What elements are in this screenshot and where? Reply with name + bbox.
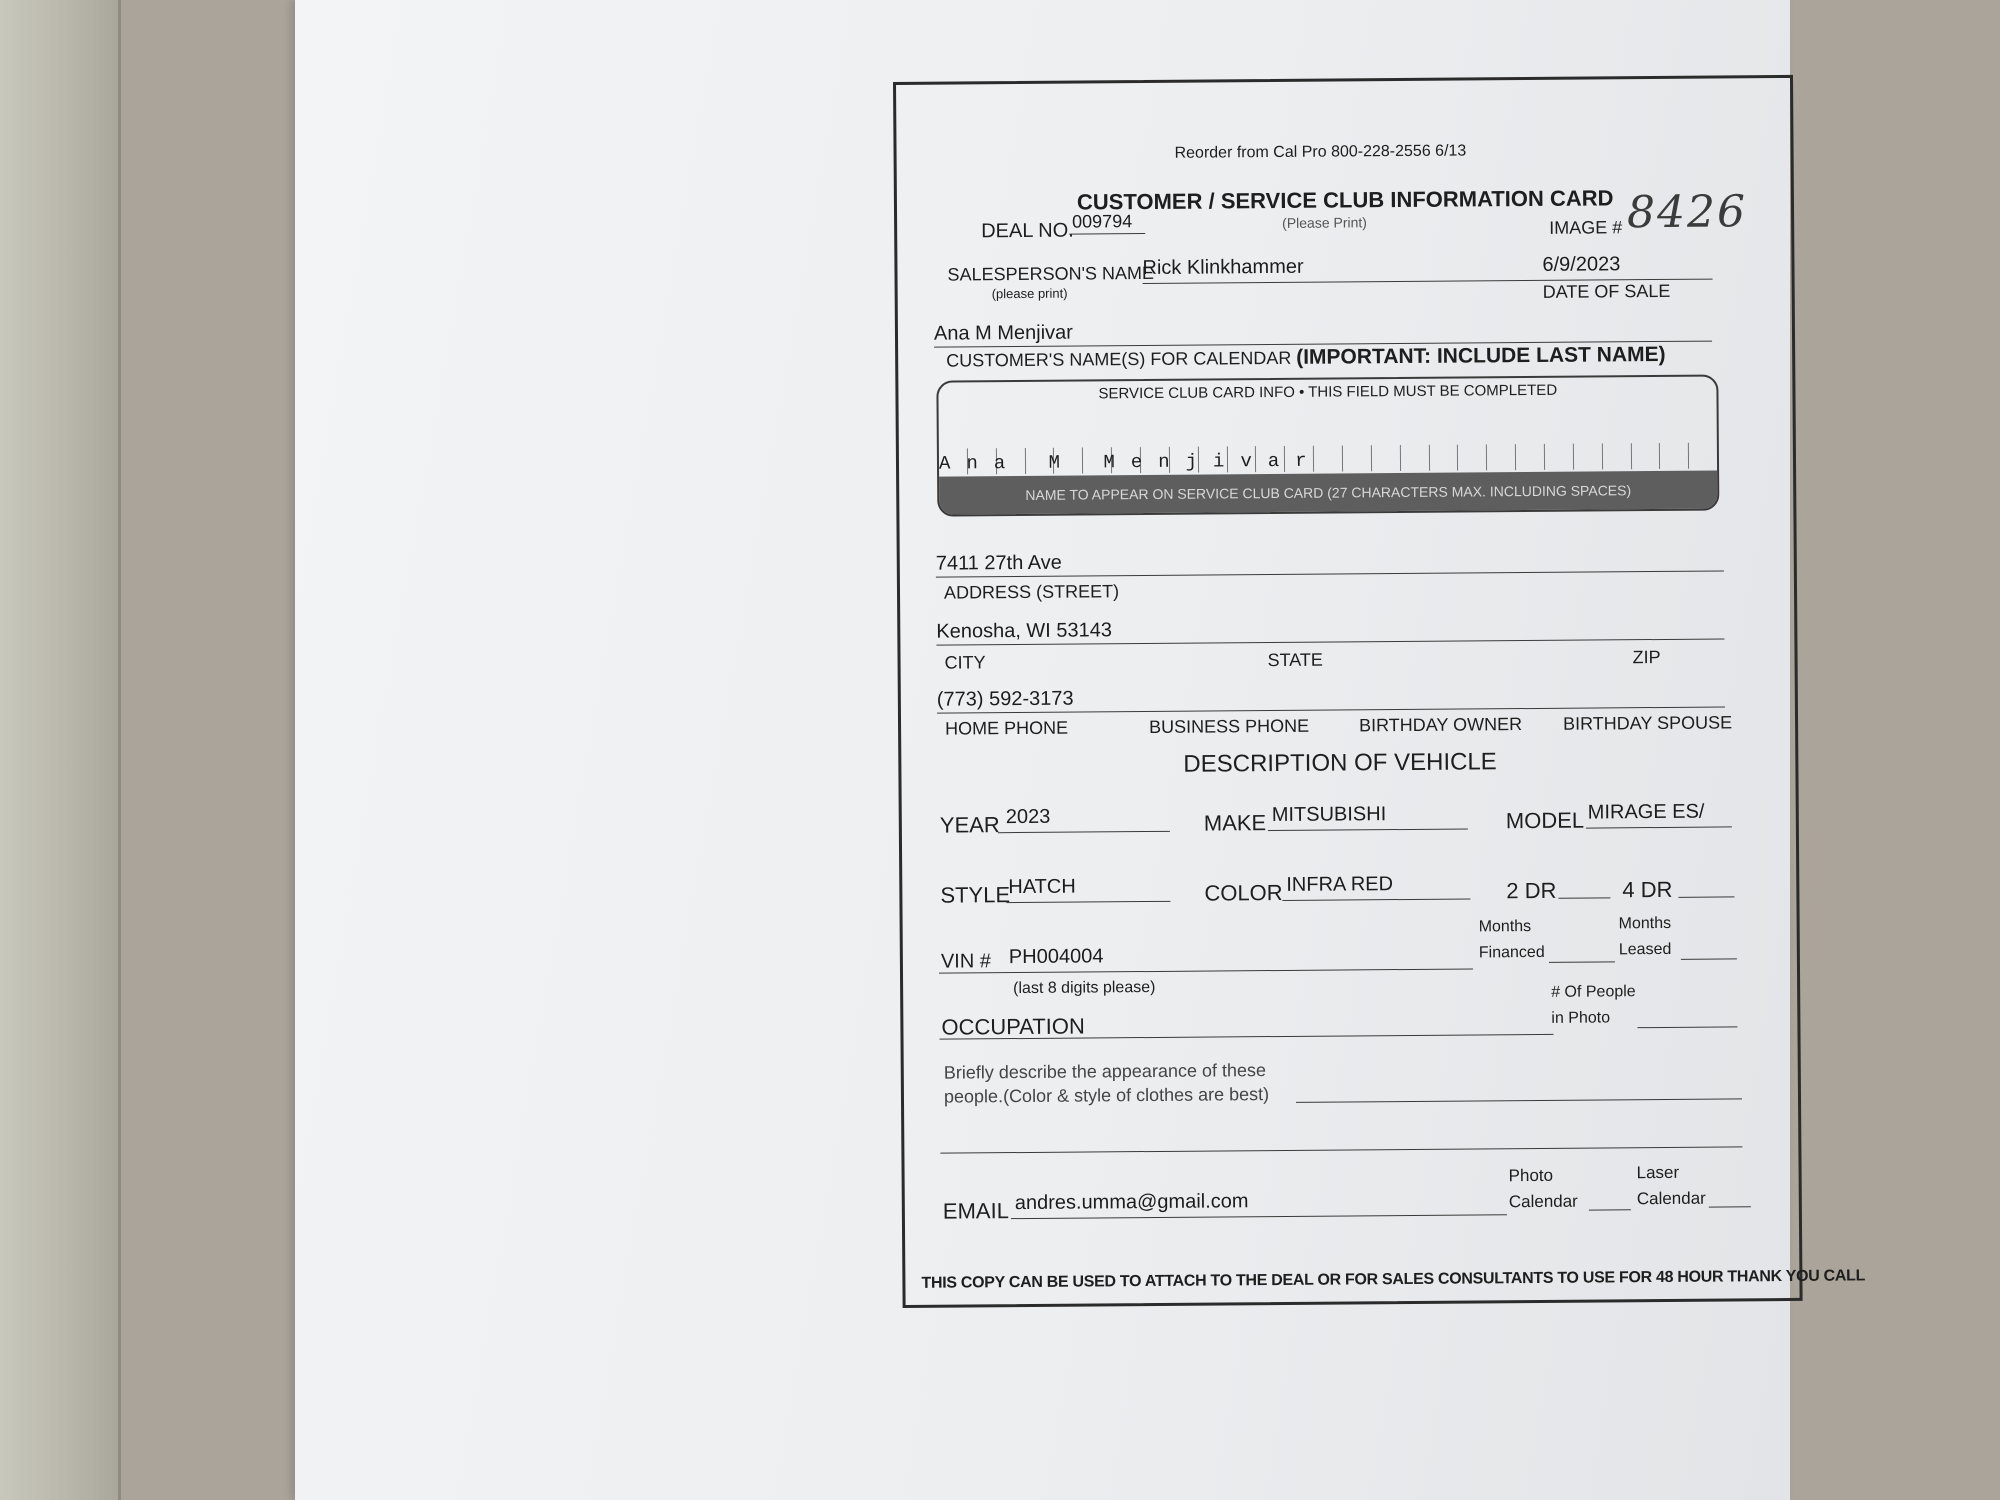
city-label: CITY — [944, 652, 986, 673]
year-value: 2023 — [1005, 805, 1051, 829]
model-label: MODEL — [1505, 807, 1585, 834]
people-in-photo-label-1: # Of People — [1551, 983, 1636, 1001]
style-line — [1006, 901, 1170, 903]
street-label: ADDRESS (STREET) — [943, 581, 1120, 603]
service-club-footer: NAME TO APPEAR ON SERVICE CLUB CARD (27 CHARACTERS MAX. INCLUDING SPACES) — [939, 471, 1717, 515]
date-of-sale-value: 6/9/2023 — [1542, 253, 1621, 276]
make-line — [1268, 829, 1468, 832]
deal-number-line — [1069, 233, 1145, 235]
date-of-sale-label: DATE OF SALE — [1542, 280, 1671, 302]
two-door-label: 2 DR — [1506, 877, 1557, 904]
make-label: MAKE — [1203, 810, 1267, 836]
months-financed-label-1: Months — [1478, 918, 1532, 936]
salesperson-sublabel: (please print) — [991, 285, 1068, 302]
vin-note: (last 8 digits please) — [1013, 978, 1156, 998]
year-label: YEAR — [939, 812, 1000, 838]
vin-line — [939, 968, 1473, 973]
color-value: INFRA RED — [1286, 873, 1394, 896]
four-door-label: 4 DR — [1622, 876, 1673, 903]
service-club-title: SERVICE CLUB CARD INFO • THIS FIELD MUST BE COMPLETED — [1098, 381, 1558, 403]
describe-label-2: people.(Color & style of clothes are best) — [943, 1084, 1270, 1107]
two-door-line — [1558, 897, 1610, 898]
laser-calendar-line — [1709, 1206, 1751, 1207]
color-line — [1282, 898, 1470, 900]
deal-number-label: DEAL NO. — [981, 219, 1074, 243]
service-club-name: Ana M Menjivar — [938, 449, 1323, 475]
city-state-zip-value: Kenosha, WI 53143 — [936, 619, 1113, 643]
months-financed-line — [1549, 961, 1615, 963]
describe-line-2 — [940, 1146, 1742, 1153]
make-value: MITSUBISHI — [1271, 803, 1387, 827]
months-leased-label-2: Leased — [1618, 940, 1672, 959]
photo-calendar-line — [1589, 1209, 1631, 1210]
email-value: andres.umma@gmail.com — [1014, 1190, 1249, 1215]
laser-calendar-label-2: Calendar — [1636, 1188, 1706, 1209]
describe-line-1 — [1296, 1098, 1742, 1103]
state-label: STATE — [1267, 649, 1323, 671]
vin-value: PH004004 — [1008, 945, 1104, 969]
street-value: 7411 27th Ave — [935, 551, 1062, 575]
color-label: COLOR — [1204, 879, 1283, 906]
customer-name-value: Ana M Menjivar — [933, 321, 1073, 345]
card-footer-note: THIS COPY CAN BE USED TO ATTACH TO THE DEAL OR FOR SALES CONSULTANTS TO USE FOR 48 HOUR THANK YOU CALL — [921, 1267, 1866, 1292]
occupation-label: OCCUPATION — [941, 1013, 1085, 1040]
people-in-photo-line — [1637, 1026, 1737, 1028]
paper-sheet — [295, 0, 1866, 1500]
birthday-owner-label: BIRTHDAY OWNER — [1358, 714, 1523, 736]
email-line — [1011, 1214, 1507, 1219]
information-card — [893, 75, 1866, 1308]
deal-number-value: 009794 — [1072, 211, 1133, 232]
birthday-spouse-label: BIRTHDAY SPOUSE — [1562, 712, 1733, 734]
style-label: STYLE — [940, 882, 1011, 908]
service-club-box — [936, 375, 1719, 517]
salesperson-label: SALESPERSON'S NAME — [947, 262, 1155, 285]
months-financed-label-2: Financed — [1478, 943, 1545, 962]
style-value: HATCH — [1008, 875, 1076, 899]
photo-calendar-label-1: Photo — [1508, 1165, 1554, 1186]
photo-calendar-label-2: Calendar — [1508, 1191, 1578, 1212]
model-value: MIRAGE ES/ — [1587, 800, 1705, 824]
please-print-note: (Please Print) — [1282, 214, 1367, 231]
describe-label-1: Briefly describe the appearance of these — [943, 1060, 1267, 1083]
zip-label: ZIP — [1632, 646, 1661, 668]
months-leased-label-1: Months — [1618, 914, 1672, 933]
salesperson-value: Rick Klinkhammer — [1142, 255, 1304, 280]
image-number-handwritten: 8426 — [1626, 186, 1748, 239]
reorder-note: Reorder from Cal Pro 800-228-2556 6/13 — [1174, 142, 1467, 162]
months-leased-line — [1681, 958, 1737, 959]
business-phone-label: BUSINESS PHONE — [1148, 715, 1310, 738]
email-label: EMAIL — [942, 1198, 1009, 1224]
image-number-label: IMAGE # — [1549, 217, 1623, 238]
year-line — [998, 831, 1170, 833]
vehicle-section-title: DESCRIPTION OF VEHICLE — [1183, 748, 1497, 778]
customer-name-label: CUSTOMER'S NAME(S) FOR CALENDAR — [946, 347, 1292, 371]
people-in-photo-label-2: in Photo — [1551, 1009, 1611, 1027]
card-title: CUSTOMER / SERVICE CLUB INFORMATION CARD — [1076, 185, 1614, 215]
laser-calendar-label-1: Laser — [1636, 1162, 1680, 1183]
home-phone-label: HOME PHONE — [945, 717, 1069, 739]
customer-name-important: (IMPORTANT: INCLUDE LAST NAME) — [1296, 342, 1666, 369]
desk-surface — [0, 0, 121, 1500]
four-door-line — [1678, 896, 1734, 897]
model-line — [1586, 826, 1732, 828]
vin-label: VIN # — [940, 950, 992, 973]
home-phone-value: (773) 592-3173 — [936, 687, 1074, 711]
